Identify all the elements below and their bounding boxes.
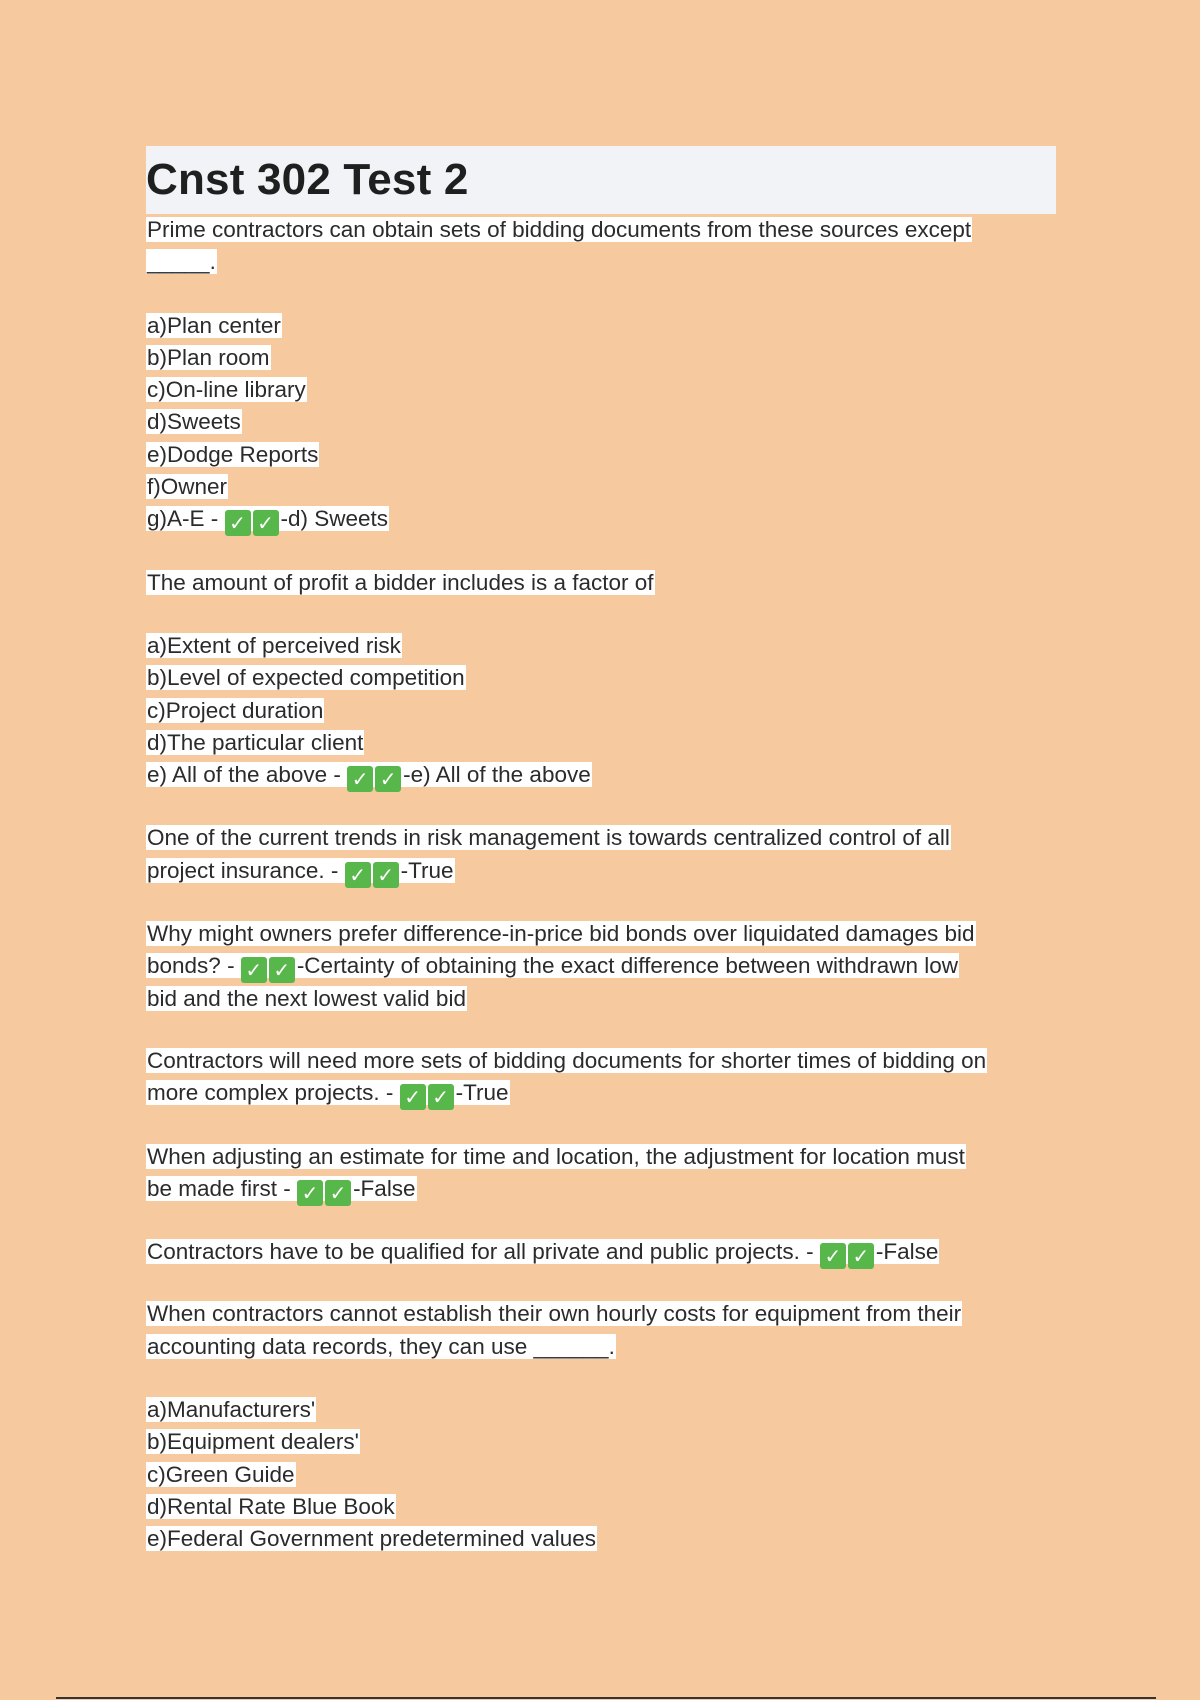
question-text: Contractors will need more sets of bidding documents for shorter times of bidding on bbox=[147, 1047, 987, 1073]
question-text: more complex projects. - bbox=[147, 1080, 400, 1106]
question-4 bbox=[146, 918, 1056, 1015]
check-mark-icon: ✓ bbox=[375, 766, 401, 792]
option: b)Level of expected competition bbox=[147, 665, 465, 691]
check-mark-icon: ✓ bbox=[225, 510, 251, 536]
question-6 bbox=[146, 1141, 1056, 1206]
question-7 bbox=[146, 1236, 1056, 1268]
question-1 bbox=[146, 214, 1056, 536]
question-3 bbox=[146, 822, 1056, 887]
question-text: When contractors cannot establish their own hourly costs for equipment from their bbox=[147, 1301, 962, 1327]
question-text: One of the current trends in risk management is towards centralized control of all bbox=[147, 825, 950, 851]
question-text: accounting data records, they can use ______. bbox=[147, 1333, 615, 1359]
title-banner bbox=[146, 146, 1056, 214]
check-mark-icon: ✓ bbox=[269, 957, 295, 983]
option: e)Dodge Reports bbox=[147, 441, 319, 467]
option: e) All of the above - bbox=[147, 762, 348, 788]
option: a)Plan center bbox=[147, 312, 281, 338]
check-mark-icon: ✓ bbox=[373, 862, 399, 888]
option: d)Sweets bbox=[147, 409, 241, 435]
option: b)Plan room bbox=[147, 344, 270, 370]
option: c)Project duration bbox=[147, 697, 324, 723]
option: a)Manufacturers' bbox=[147, 1397, 316, 1423]
check-mark-icon: ✓ bbox=[345, 862, 371, 888]
option: b)Equipment dealers' bbox=[147, 1429, 359, 1455]
page-bottom-rule bbox=[56, 1697, 1156, 1699]
option: e)Federal Government predetermined values bbox=[147, 1526, 596, 1552]
question-2 bbox=[146, 567, 1056, 792]
check-mark-icon: ✓ bbox=[347, 766, 373, 792]
question-8 bbox=[146, 1298, 1056, 1555]
question-blank: _____. bbox=[147, 249, 216, 275]
question-text: The amount of profit a bidder includes is a factor of bbox=[147, 569, 654, 595]
check-mark-icon: ✓ bbox=[253, 510, 279, 536]
question-text: be made first - bbox=[147, 1175, 298, 1201]
answer: -Certainty of obtaining the exact difference between withdrawn low bbox=[296, 953, 959, 979]
check-mark-icon: ✓ bbox=[325, 1180, 351, 1206]
check-mark-icon: ✓ bbox=[297, 1180, 323, 1206]
answer: bid and the next lowest valid bid bbox=[147, 985, 466, 1011]
question-text: Contractors have to be qualified for all private and public projects. - bbox=[147, 1239, 820, 1265]
answer: -e) All of the above bbox=[403, 762, 591, 788]
question-text: Why might owners prefer difference-in-price bid bonds over liquidated damages bid bbox=[147, 921, 975, 947]
check-mark-icon: ✓ bbox=[400, 1084, 426, 1110]
check-mark-icon: ✓ bbox=[241, 957, 267, 983]
question-text: When adjusting an estimate for time and location, the adjustment for location must bbox=[147, 1143, 965, 1169]
document-page bbox=[146, 146, 1056, 1556]
question-text: bonds? - bbox=[147, 953, 241, 979]
option: g)A-E - bbox=[147, 506, 225, 532]
answer: -True bbox=[455, 1080, 509, 1106]
answer: -False bbox=[353, 1175, 416, 1201]
option: c)On-line library bbox=[147, 377, 306, 403]
check-mark-icon: ✓ bbox=[428, 1084, 454, 1110]
question-text: Prime contractors can obtain sets of bidding documents from these sources except bbox=[147, 217, 972, 242]
check-mark-icon: ✓ bbox=[820, 1243, 846, 1269]
option: d)The particular client bbox=[147, 729, 364, 755]
answer: -False bbox=[875, 1239, 939, 1265]
answer: -d) Sweets bbox=[280, 506, 389, 532]
check-mark-icon: ✓ bbox=[848, 1243, 874, 1269]
option: c)Green Guide bbox=[147, 1461, 295, 1487]
option: f)Owner bbox=[147, 474, 228, 500]
page-title: Cnst 302 Test 2 bbox=[146, 155, 469, 204]
option: a)Extent of perceived risk bbox=[147, 632, 401, 658]
question-text: project insurance. - bbox=[147, 857, 345, 883]
answer: -True bbox=[400, 857, 454, 883]
option: d)Rental Rate Blue Book bbox=[147, 1493, 395, 1519]
question-5 bbox=[146, 1045, 1056, 1110]
